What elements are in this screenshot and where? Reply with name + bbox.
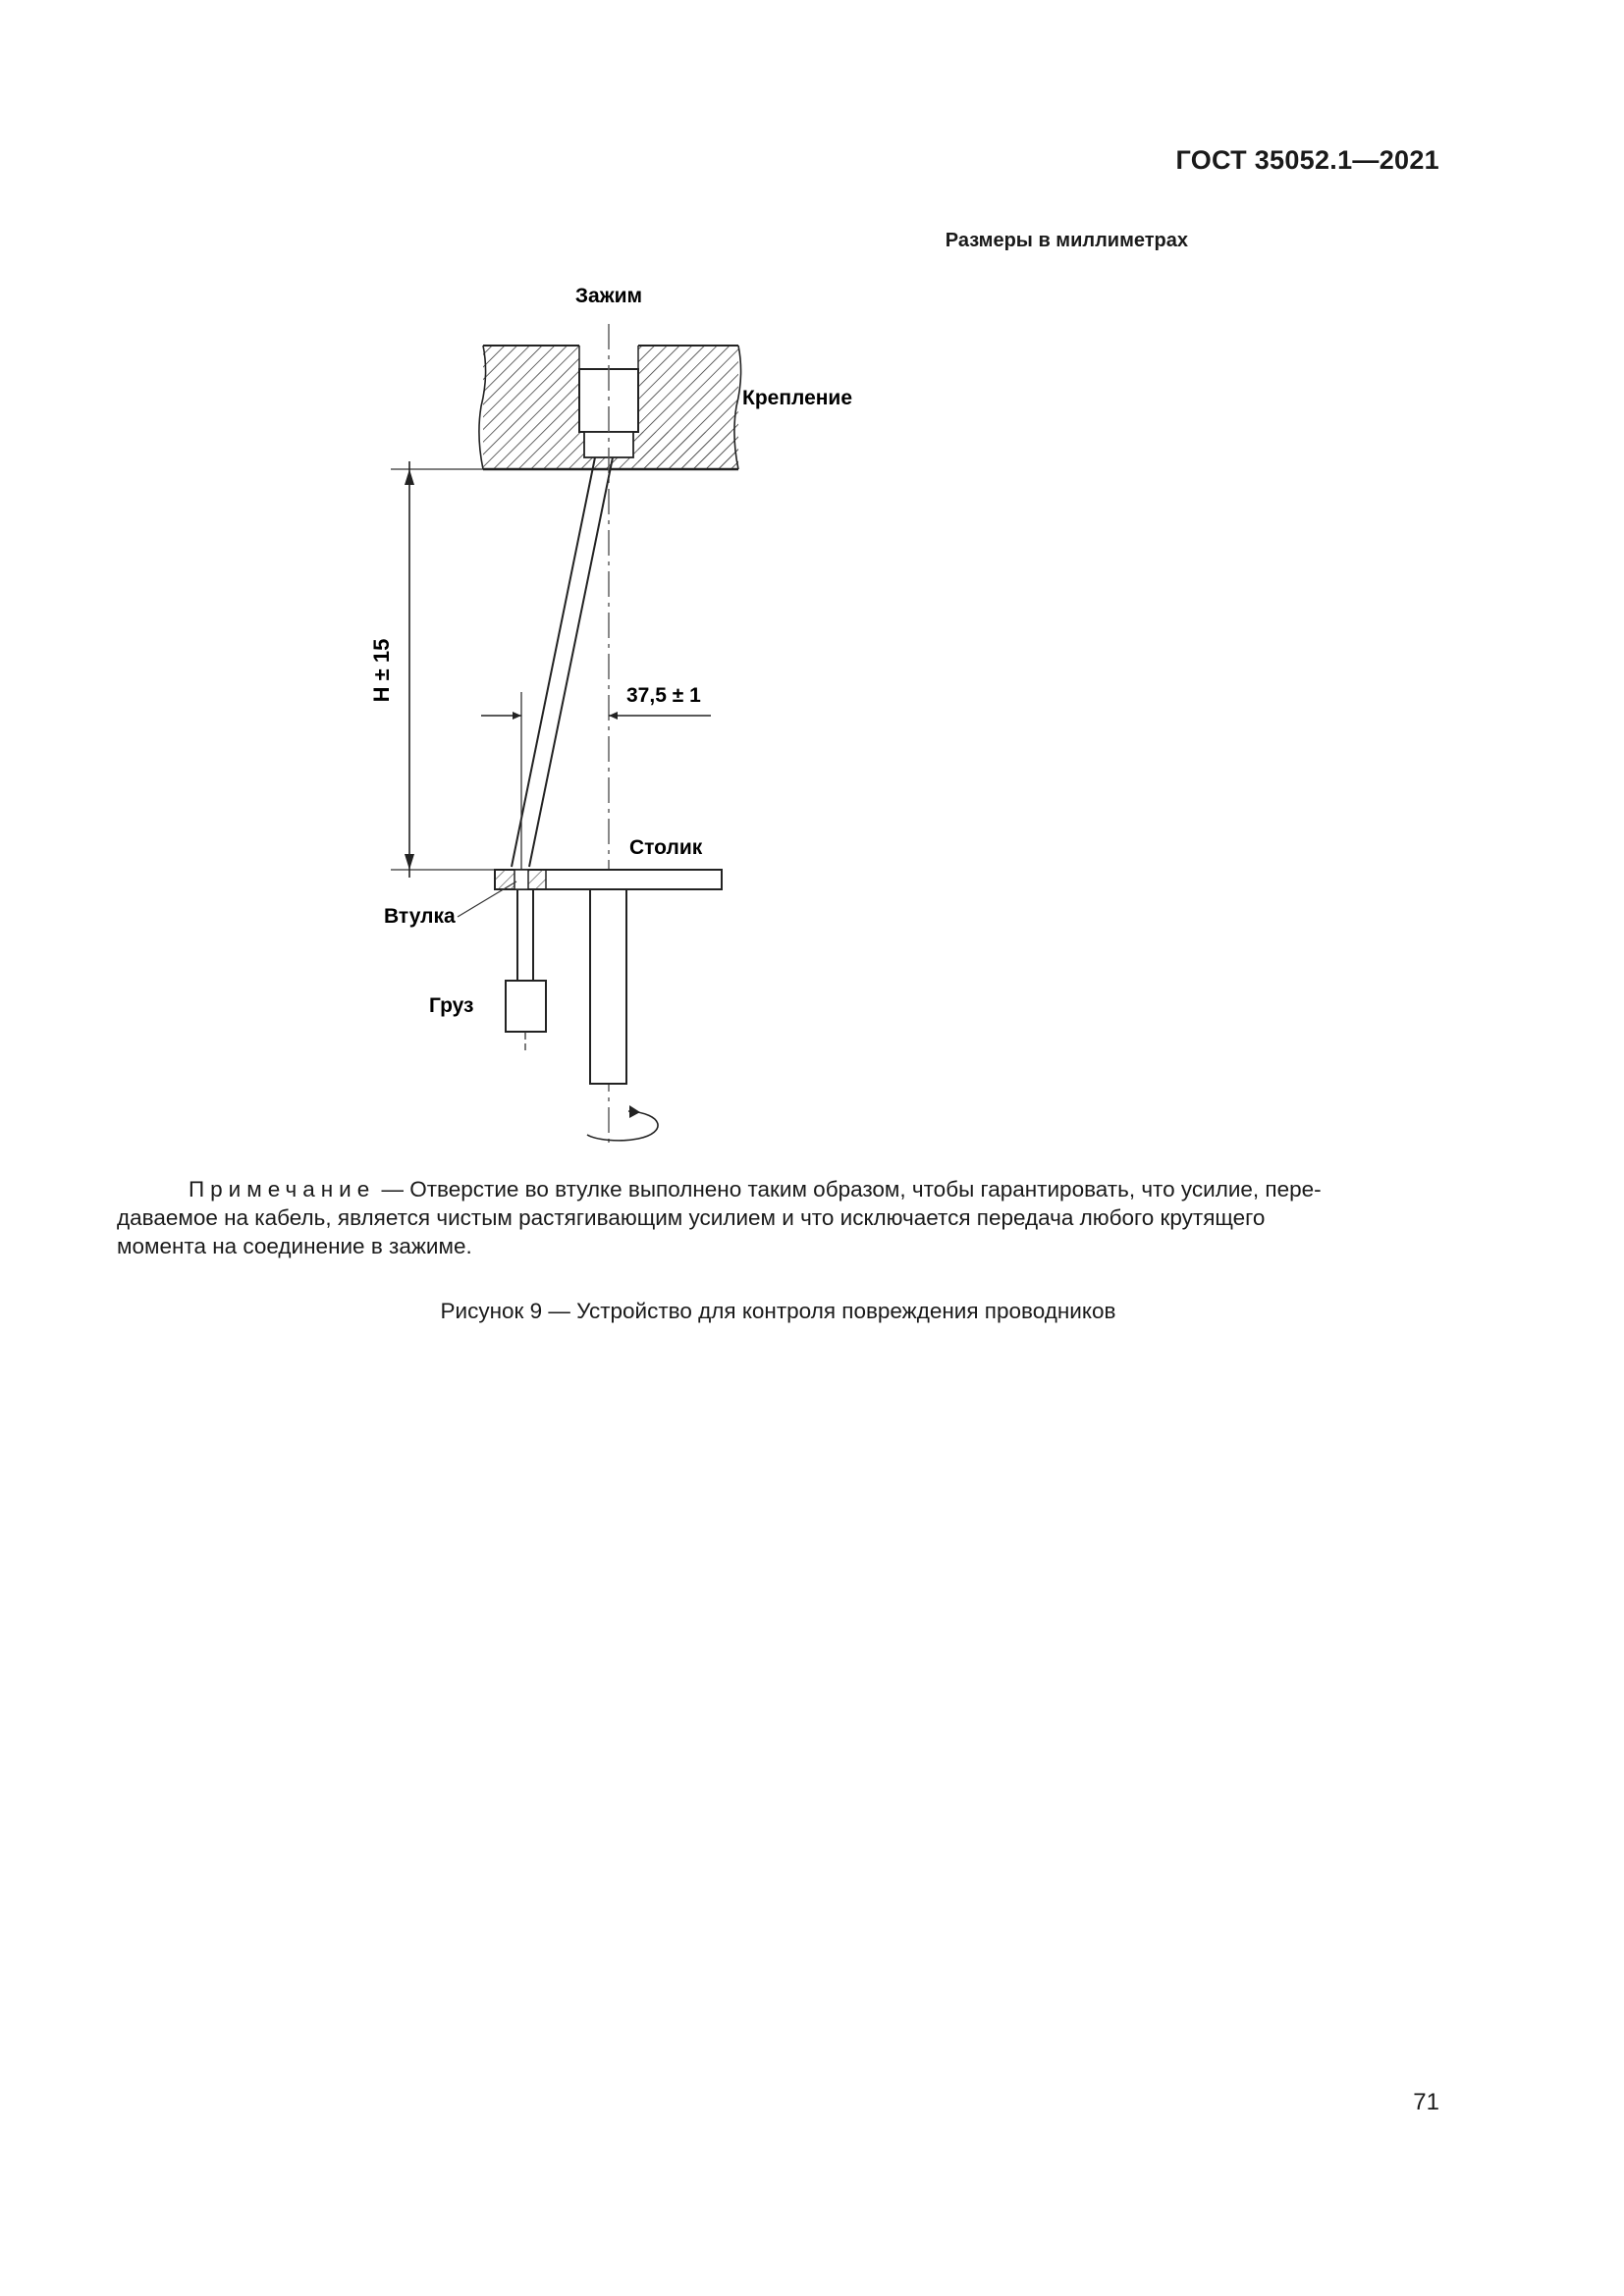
note-line-1: Примечание — Отверстие во втулке выполнено таким образом, чтобы гарантировать, что усилие, пере- [189,1177,1322,1201]
standard-code: ГОСТ 35052.1—2021 [1175,145,1439,175]
fastening-label: Крепление [742,387,853,409]
note-line-2: даваемое на кабель, является чистым растягивающим усилием и что исключается передача любого крутящего [117,1205,1266,1230]
figure-caption: Рисунок 9 — Устройство для контроля повреждения проводников [440,1299,1116,1323]
bushing-label: Втулка [384,905,456,928]
cable [512,457,613,867]
weight-assembly [506,889,546,1050]
rotation-arrow-icon [587,1111,658,1141]
table [495,870,722,1084]
dimensions-note: Размеры в миллиметрах [945,230,1188,251]
clamp-label: Зажим [574,285,643,307]
page-number: 71 [1413,2089,1439,2115]
height-dimension [391,461,497,878]
note-line-3: момента на соединение в зажиме. [117,1234,472,1258]
offset-label: 37,5 ± 1 [626,684,701,707]
figure-note [117,1175,1439,1260]
height-label: H ± 15 [369,638,394,703]
table-label: Столик [629,836,703,859]
note-label: Примечание [189,1177,376,1201]
weight-label: Груз [429,994,474,1017]
